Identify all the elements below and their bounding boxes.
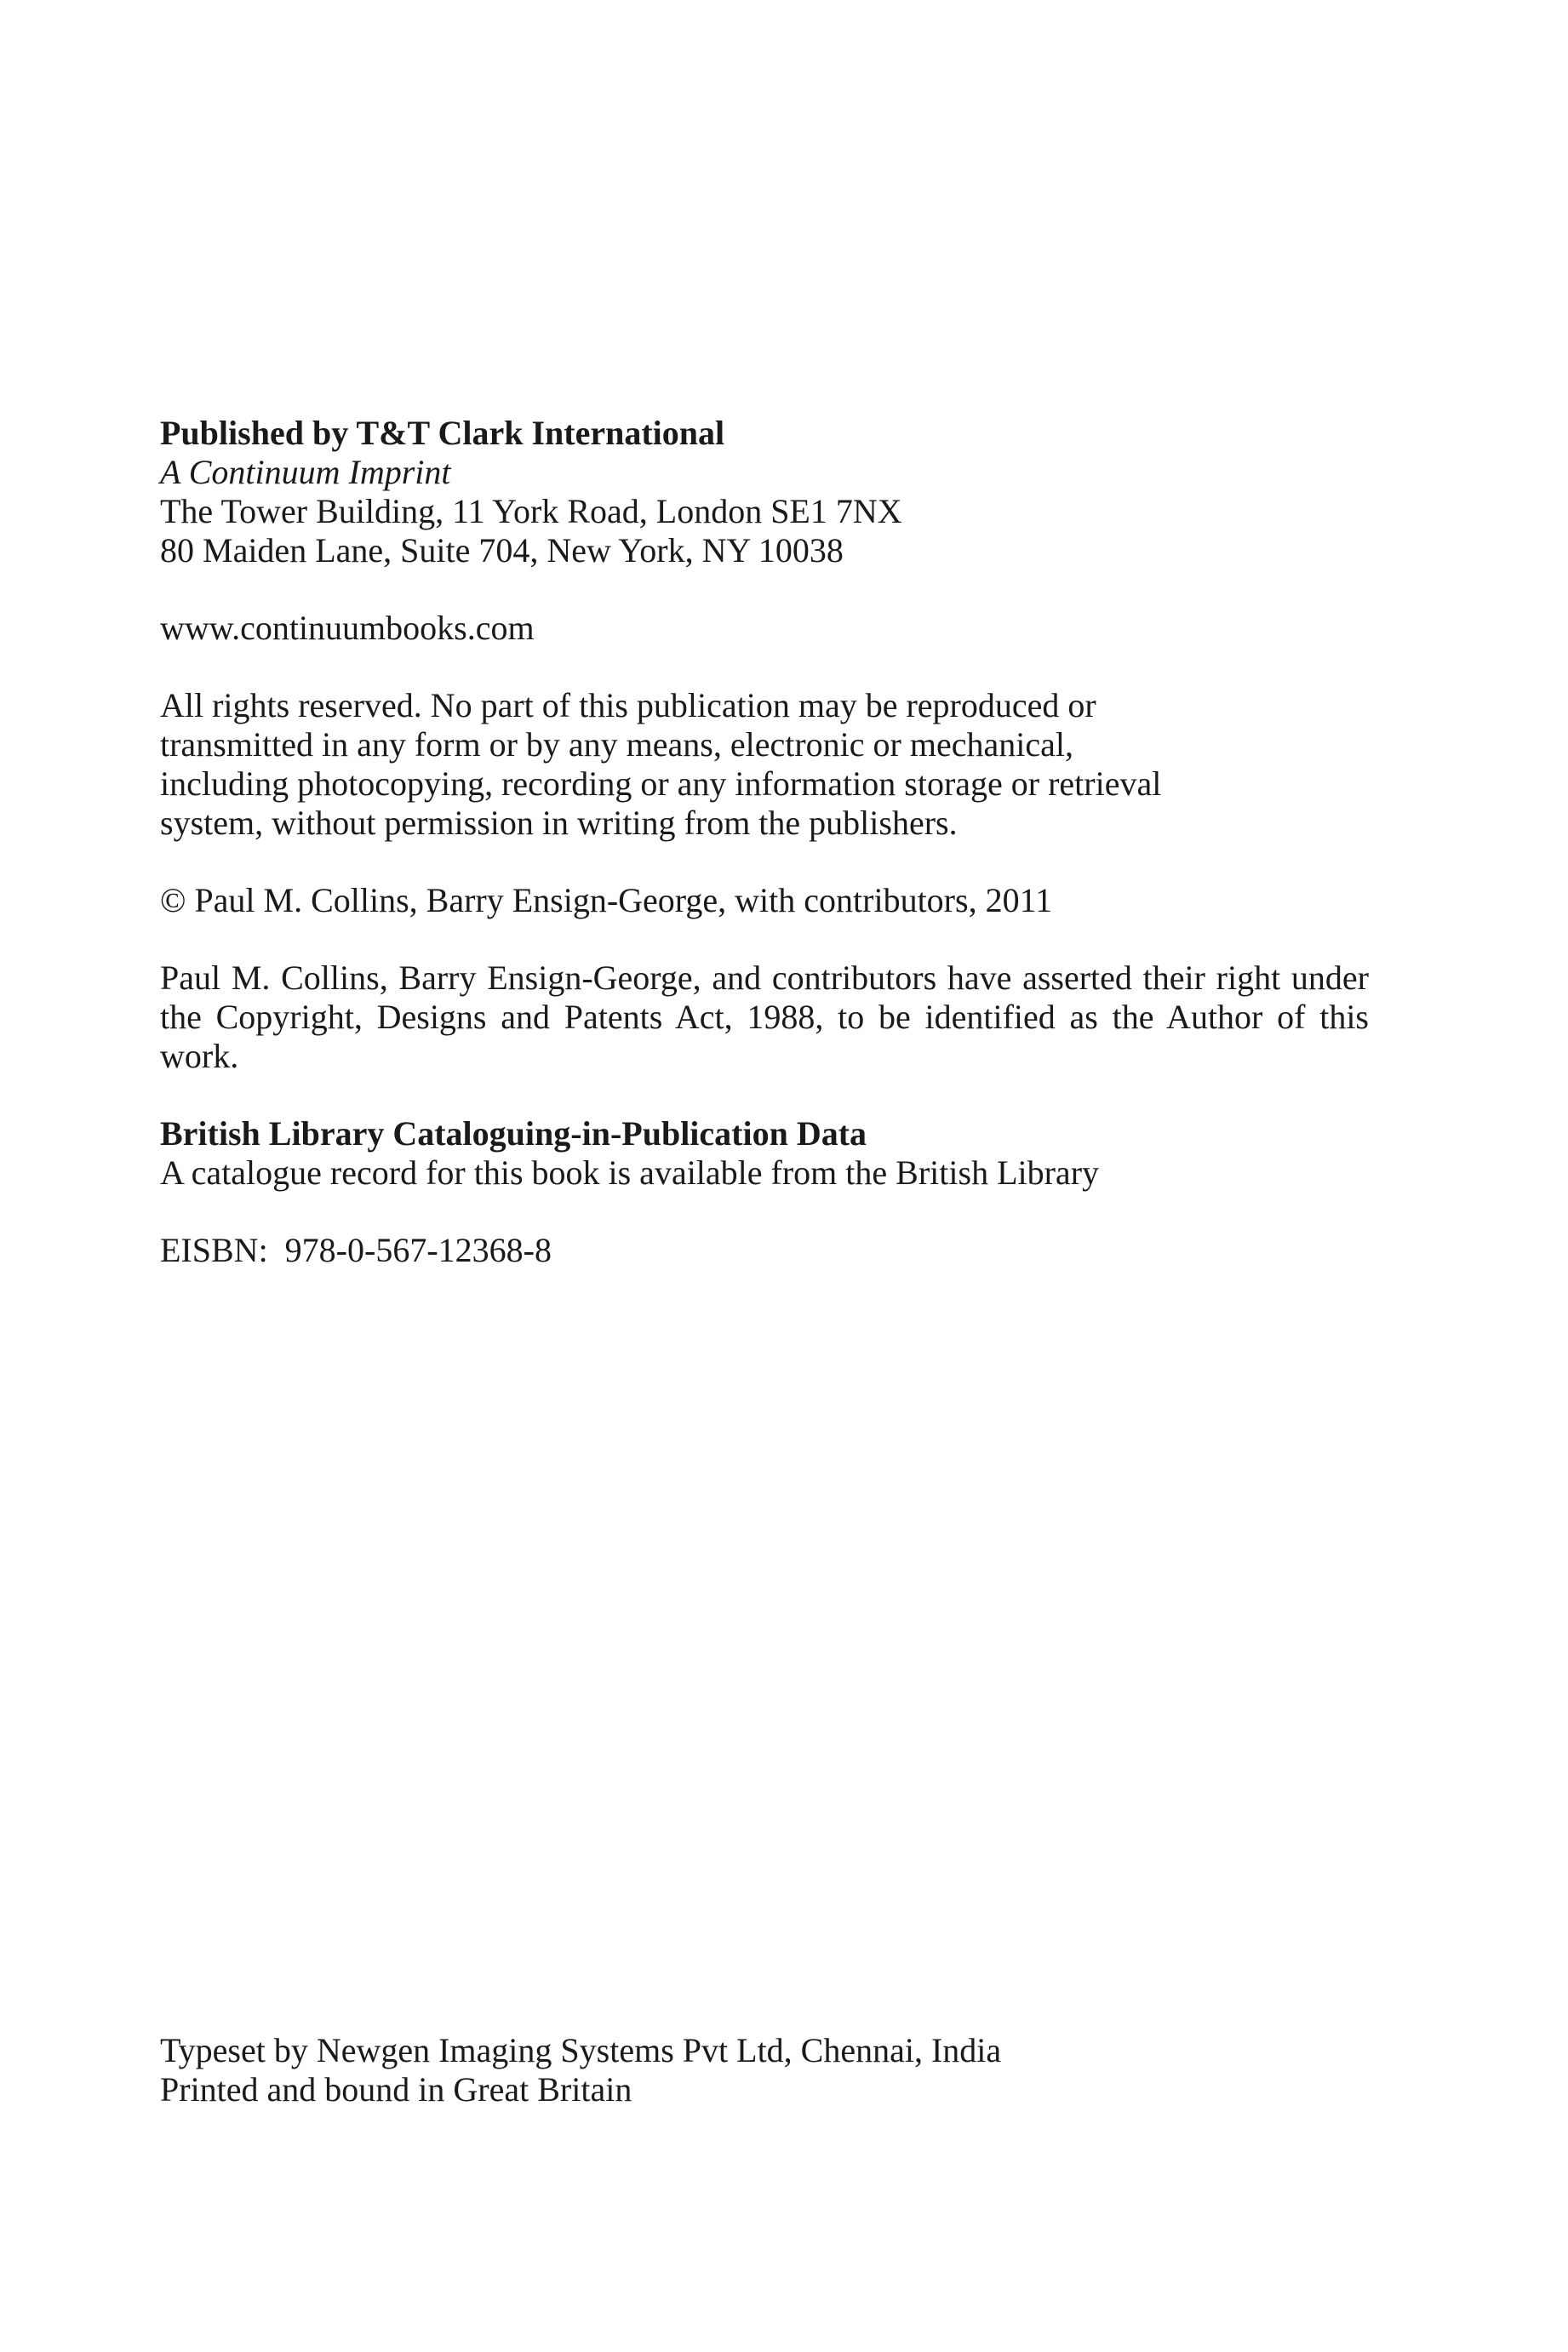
cip-block [160, 1114, 1369, 1193]
copyright-notice: © Paul M. Collins, Barry Ensign-George, with contributors, 2011 [160, 881, 1053, 919]
rights-line: All rights reserved. No part of this publication may be reproduced or [160, 686, 1096, 724]
typeset-line: Typeset by Newgen Imaging Systems Pvt Ltd, Chennai, India [160, 2031, 1002, 2069]
rights-line: transmitted in any form or by any means, electronic or mechanical, [160, 725, 1073, 764]
website-block [160, 609, 1369, 648]
publisher-imprint: A Continuum Imprint [160, 453, 451, 491]
rights-line: including photocopying, recording or any information storage or retrieval [160, 764, 1162, 803]
rights-line: system, without permission in writing from the publishers. [160, 804, 958, 842]
publisher-website: www.continuumbooks.com [160, 609, 535, 647]
copyright-block [160, 881, 1369, 920]
publisher-heading: Published by T&T Clark International [160, 414, 725, 452]
cip-heading: British Library Cataloguing-in-Publication Data [160, 1114, 867, 1153]
cip-text: A catalogue record for this book is available from the British Library [160, 1153, 1100, 1192]
publisher-block [160, 414, 1369, 570]
isbn-block [160, 1231, 1369, 1270]
rights-block [160, 686, 1369, 843]
copyright-page [160, 414, 1369, 1270]
printed-line: Printed and bound in Great Britain [160, 2070, 632, 2109]
publisher-address-uk: The Tower Building, 11 York Road, London SE1 7NX [160, 492, 902, 530]
publisher-address-us: 80 Maiden Lane, Suite 704, New York, NY 10038 [160, 531, 844, 569]
printer-footer [160, 2031, 1001, 2109]
assertion-paragraph: Paul M. Collins, Barry Ensign-George, and contributors have asserted their right under the Copyright, Designs and Patents Act, 1988, to be identified as the Author of this work. [160, 959, 1369, 1075]
isbn: EISBN: 978-0-567-12368-8 [160, 1231, 552, 1269]
